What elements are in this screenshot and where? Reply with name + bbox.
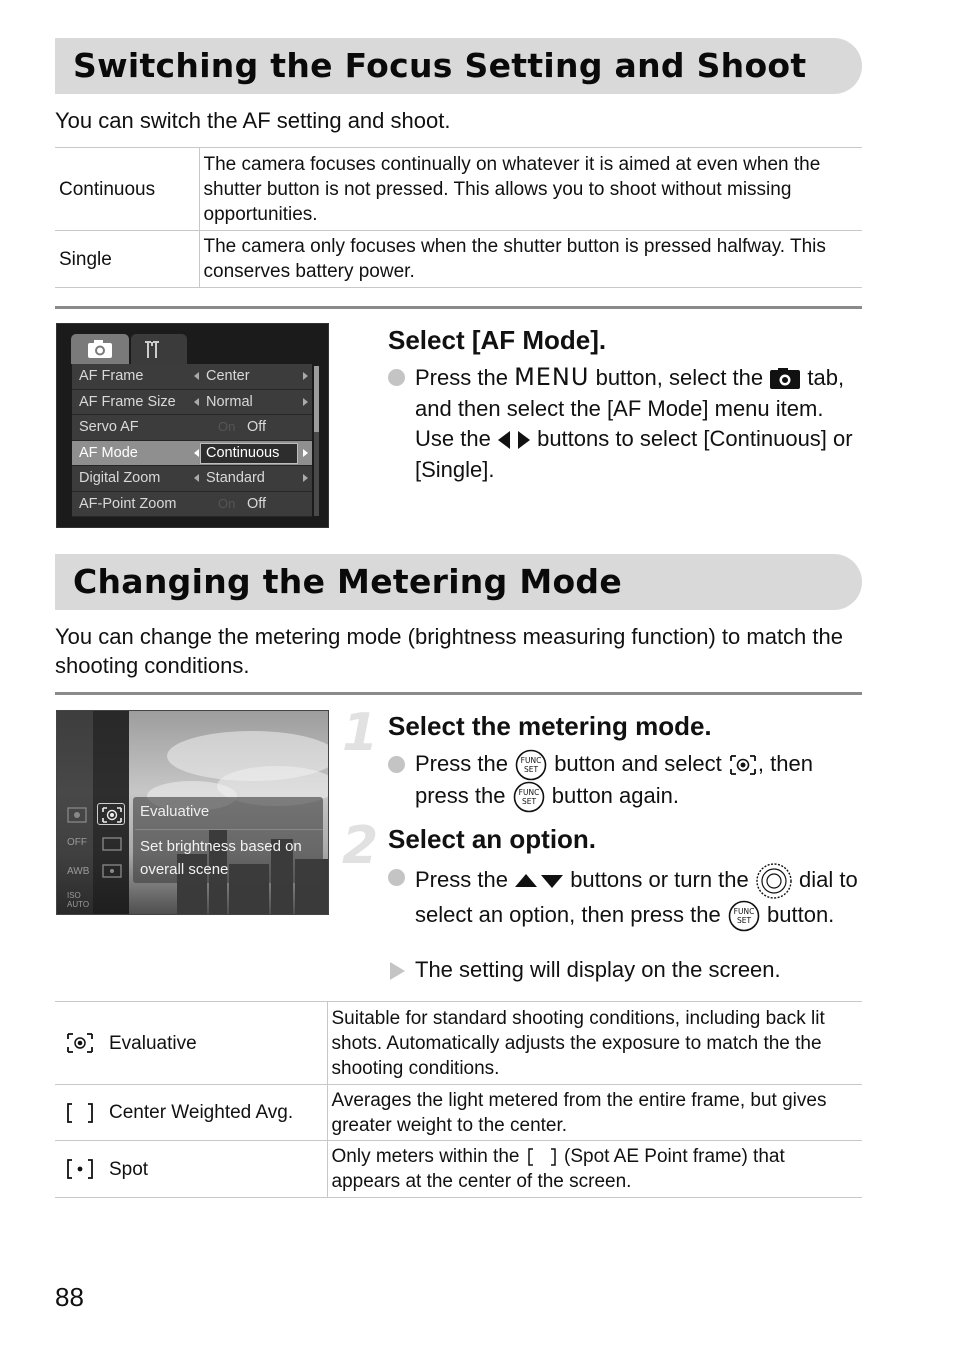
step-title-metering: Select the metering mode. xyxy=(388,711,712,741)
table-row xyxy=(55,1141,862,1198)
af-mode-table xyxy=(55,147,862,288)
evaluative-icon-dim xyxy=(65,806,89,824)
center-weighted-icon xyxy=(101,836,123,852)
step-number-1: 1 xyxy=(342,703,379,763)
bullet-icon xyxy=(388,869,405,886)
spot-icon xyxy=(65,1158,95,1180)
focus-intro: You can switch the AF setting and shoot. xyxy=(55,108,451,133)
metering-screenshot xyxy=(56,710,329,915)
func-set-button-icon xyxy=(514,749,548,781)
term-single: Single xyxy=(55,231,199,288)
camera-tab xyxy=(71,334,129,364)
svg-text:SET: SET xyxy=(524,765,539,775)
svg-text:SET: SET xyxy=(521,797,536,807)
camera-icon xyxy=(71,334,129,364)
step-title-option: Select an option. xyxy=(388,824,597,854)
camera-menu-screenshot xyxy=(56,323,329,528)
divider xyxy=(55,692,862,695)
result-arrow-icon xyxy=(390,962,405,980)
flash-off-label: OFF xyxy=(67,837,87,848)
spot-icon xyxy=(101,863,123,879)
control-dial-icon xyxy=(755,862,793,900)
term-center-weighted: Center Weighted Avg. xyxy=(55,1085,327,1141)
menu-button-icon: MENU xyxy=(514,363,590,391)
metering-mode-table xyxy=(55,1001,862,1198)
func-set-button-icon xyxy=(727,900,761,932)
divider xyxy=(55,306,862,309)
screen-mode-description: Set brightness based on overall scene xyxy=(140,838,302,878)
spot-frame-icon xyxy=(525,1146,559,1168)
table-row xyxy=(55,231,862,288)
menu-item: AF Frame Size Normal xyxy=(72,390,312,416)
desc-center-weighted: Averages the light metered from the entire frame, but gives greater weight to the center. xyxy=(327,1085,862,1141)
menu-item: AF-Point Zoom On Off xyxy=(72,492,312,518)
table-row xyxy=(55,1085,862,1141)
table-row xyxy=(55,1002,862,1085)
desc-evaluative: Suitable for standard shooting conditions, including back lit shots. Automatically adjusts the exposure to match the the shooting conditions. xyxy=(327,1002,862,1085)
instruction-step2: Press the buttons or turn the dial to select an option, then press the FUNC SET button. xyxy=(388,862,858,932)
section-header-focus xyxy=(55,38,862,94)
desc-spot: Only meters within the (Spot AE Point frame) that appears at the center of the screen. xyxy=(327,1141,862,1198)
tools-icon xyxy=(131,334,187,364)
evaluative-icon xyxy=(100,806,124,824)
section-title-metering: Changing the Metering Mode xyxy=(73,562,623,601)
instruction-step1: Press the FUNC SET button and select , then press the FUNC SET button again. xyxy=(388,749,858,813)
step-number-2: 2 xyxy=(342,816,379,876)
instruction-af-mode: Press the MENU button, select the tab, and then select the [AF Mode] menu item. Use the buttons to select [Continuous] or [Single]. xyxy=(388,362,858,485)
camera-tab-icon xyxy=(769,368,801,390)
page-number: 88 xyxy=(55,1282,84,1312)
awb-label: AWB xyxy=(67,866,90,877)
menu-item: AF Frame Center xyxy=(72,364,312,390)
table-row xyxy=(55,148,862,231)
evaluative-icon xyxy=(728,753,758,777)
desc-single: The camera only focuses when the shutter button is pressed halfway. This conserves battery power. xyxy=(199,231,862,288)
svg-text:FUNC: FUNC xyxy=(518,788,539,798)
desc-continuous: The camera focuses continually on whatever it is aimed at even when the shutter button is not pressed. This allows you to shoot without missing opportunities. xyxy=(199,148,862,231)
func-set-button-icon xyxy=(512,781,546,813)
bullet-icon xyxy=(388,756,405,773)
result-step2: The setting will display on the screen. xyxy=(388,955,858,986)
term-evaluative: Evaluative xyxy=(55,1002,327,1085)
menu-item: Servo AF On Off xyxy=(72,415,312,441)
left-right-arrows-icon xyxy=(497,430,531,450)
evaluative-icon xyxy=(65,1032,95,1054)
up-down-arrows-icon xyxy=(514,872,564,890)
term-spot: Spot xyxy=(55,1141,327,1198)
screen-mode-title: Evaluative xyxy=(140,803,210,820)
settings-tab xyxy=(131,334,187,364)
svg-text:FUNC: FUNC xyxy=(733,907,755,917)
section-header-metering xyxy=(55,554,862,610)
center-weighted-icon xyxy=(65,1102,95,1124)
svg-text:FUNC: FUNC xyxy=(520,756,542,766)
section-title-focus: Switching the Focus Setting and Shoot xyxy=(73,46,807,85)
bullet-icon xyxy=(388,369,405,386)
step-title-af-mode: Select [AF Mode]. xyxy=(388,325,607,355)
term-continuous: Continuous xyxy=(55,148,199,231)
metering-intro: You can change the metering mode (brightness measuring function) to match the shooting conditions. xyxy=(55,624,843,678)
menu-item: Digital Zoom Standard xyxy=(72,466,312,492)
menu-item-selected: AF Mode Continuous xyxy=(72,441,312,467)
svg-text:SET: SET xyxy=(736,916,751,926)
menu-list xyxy=(72,364,312,517)
iso-auto-label: ISO AUTO xyxy=(67,891,90,909)
